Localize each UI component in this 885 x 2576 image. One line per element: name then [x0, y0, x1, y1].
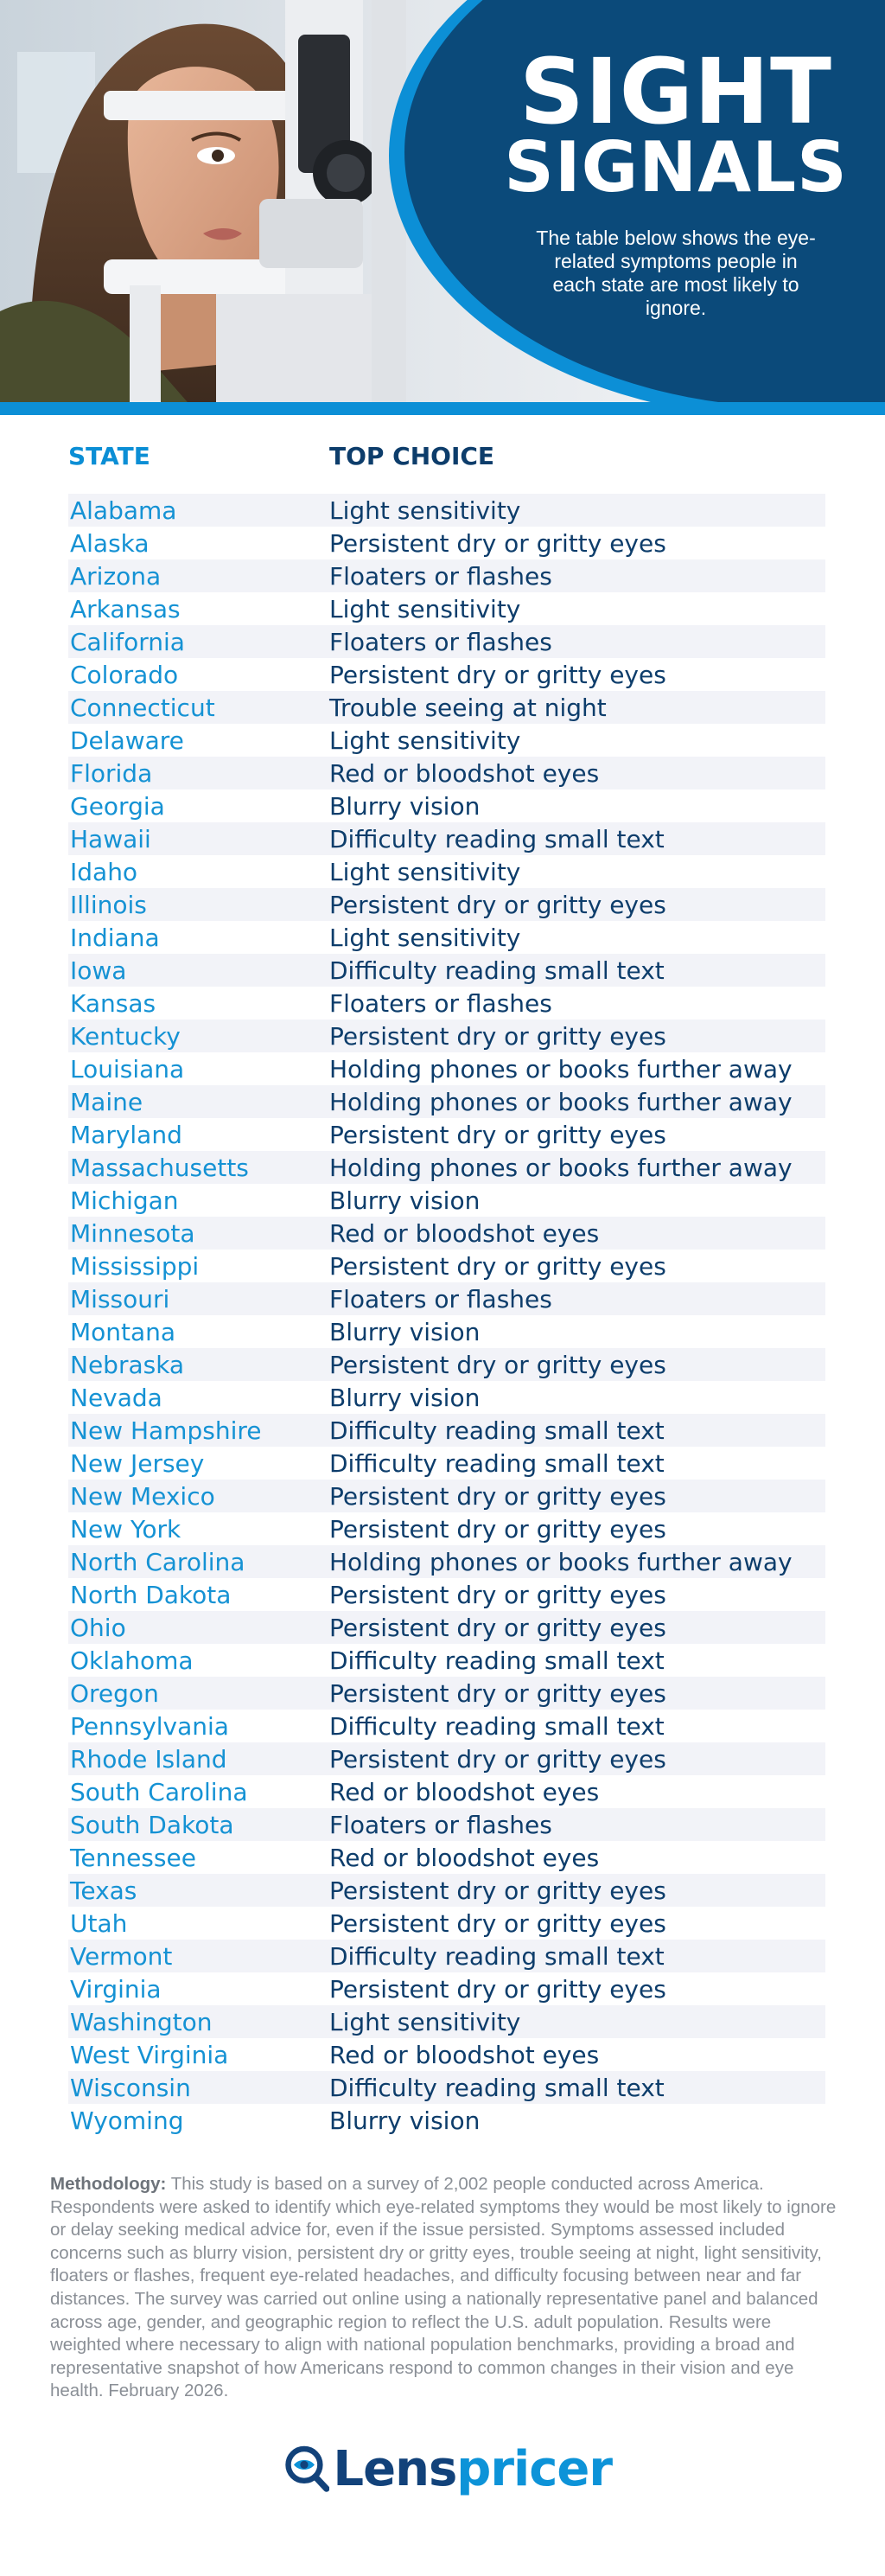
table-row	[68, 691, 825, 724]
title-line-1: SIGHT	[519, 39, 832, 144]
table-row	[68, 1677, 825, 1710]
top-choice-cell: Red or bloodshot eyes	[329, 1218, 600, 1248]
methodology-note	[50, 2173, 837, 2403]
table-row	[68, 1972, 825, 2005]
state-cell: Indiana	[70, 923, 160, 952]
state-cell: Wisconsin	[70, 2073, 191, 2102]
state-cell: Montana	[70, 1317, 176, 1346]
state-cell: Michigan	[70, 1186, 179, 1215]
top-choice-cell: Difficulty reading small text	[329, 824, 665, 853]
top-choice-cell: Persistent dry or gritty eyes	[329, 1974, 666, 2004]
top-choice-cell: Trouble seeing at night	[329, 693, 607, 722]
hero-accent-band	[0, 402, 885, 415]
state-cell: Kentucky	[70, 1021, 181, 1051]
table-row	[68, 1085, 825, 1118]
state-cell: Arizona	[70, 561, 162, 591]
table-row	[68, 987, 825, 1020]
hero-subtitle: The table below shows the eye-related symptoms people in each state are most likely to ignore.	[536, 227, 816, 319]
state-cell: Pennsylvania	[70, 1711, 229, 1741]
state-cell: New York	[70, 1514, 181, 1544]
top-choice-cell: Floaters or flashes	[329, 627, 552, 656]
state-cell: Louisiana	[70, 1054, 185, 1083]
table-row	[68, 757, 825, 789]
top-choice-cell: Persistent dry or gritty eyes	[329, 1876, 666, 1905]
state-cell: Missouri	[70, 1284, 170, 1314]
table-row	[68, 855, 825, 888]
table-row	[68, 592, 825, 625]
state-cell: Maine	[70, 1087, 143, 1116]
state-cell: Texas	[70, 1876, 137, 1905]
top-choice-cell: Persistent dry or gritty eyes	[329, 1613, 666, 1642]
table-row	[68, 1775, 825, 1808]
header-state: STATE	[68, 441, 150, 470]
top-choice-cell: Holding phones or books further away	[329, 1547, 793, 1576]
table-row	[68, 1710, 825, 1742]
table-row	[68, 559, 825, 592]
methodology-label: Methodology:	[50, 2174, 167, 2194]
top-choice-cell: Persistent dry or gritty eyes	[329, 890, 666, 919]
top-choice-cell: Persistent dry or gritty eyes	[329, 1514, 666, 1544]
state-cell: Arkansas	[70, 594, 181, 623]
table-row	[68, 1644, 825, 1677]
top-choice-cell: Floaters or flashes	[329, 1810, 552, 1839]
table-row	[68, 2071, 825, 2104]
state-cell: California	[70, 627, 185, 656]
state-cell: Alaska	[70, 528, 150, 558]
table-body	[68, 494, 825, 2137]
state-cell: New Mexico	[70, 1481, 215, 1511]
state-cell: Alabama	[70, 495, 177, 525]
state-cell: Mississippi	[70, 1251, 200, 1281]
table-row	[68, 1348, 825, 1381]
top-choice-cell: Difficulty reading small text	[329, 1416, 665, 1445]
state-cell: Nevada	[70, 1383, 162, 1412]
state-cell: Oklahoma	[70, 1646, 194, 1675]
table-row	[68, 1940, 825, 1972]
top-choice-cell: Persistent dry or gritty eyes	[329, 1908, 666, 1938]
top-choice-cell: Light sensitivity	[329, 923, 521, 952]
top-choice-cell: Blurry vision	[329, 1383, 481, 1412]
title-line-2: SIGNALS	[504, 127, 848, 208]
logo-part-pricer: pricer	[456, 2440, 612, 2497]
table-row	[68, 1151, 825, 1184]
state-cell: Tennessee	[70, 1843, 196, 1872]
state-cell: Utah	[70, 1908, 128, 1938]
state-symptom-table	[68, 435, 825, 2137]
state-cell: South Carolina	[70, 1777, 248, 1806]
top-choice-cell: Persistent dry or gritty eyes	[329, 1481, 666, 1511]
table-row	[68, 1578, 825, 1611]
state-cell: Connecticut	[70, 693, 215, 722]
state-cell: Georgia	[70, 791, 165, 821]
table-row	[68, 1020, 825, 1052]
top-choice-cell: Light sensitivity	[329, 725, 521, 755]
top-choice-cell: Light sensitivity	[329, 857, 521, 886]
top-choice-cell: Persistent dry or gritty eyes	[329, 1251, 666, 1281]
top-choice-cell: Holding phones or books further away	[329, 1087, 793, 1116]
top-choice-cell: Light sensitivity	[329, 594, 521, 623]
state-cell: Kansas	[70, 988, 156, 1018]
table-row	[68, 1184, 825, 1217]
top-choice-cell: Blurry vision	[329, 791, 481, 821]
table-row	[68, 1611, 825, 1644]
state-cell: Virginia	[70, 1974, 162, 2004]
top-choice-cell: Difficulty reading small text	[329, 1941, 665, 1971]
top-choice-cell: Red or bloodshot eyes	[329, 1777, 600, 1806]
table-row	[68, 1052, 825, 1085]
table-row	[68, 625, 825, 658]
state-cell: Idaho	[70, 857, 138, 886]
table-row	[68, 1381, 825, 1414]
table-row	[68, 1282, 825, 1315]
table-row	[68, 954, 825, 987]
top-choice-cell: Persistent dry or gritty eyes	[329, 1350, 666, 1379]
top-choice-cell: Difficulty reading small text	[329, 1711, 665, 1741]
state-cell: Minnesota	[70, 1218, 195, 1248]
top-choice-cell: Difficulty reading small text	[329, 1448, 665, 1478]
top-choice-cell: Difficulty reading small text	[329, 1646, 665, 1675]
state-cell: Colorado	[70, 660, 179, 689]
table-row	[68, 1414, 825, 1447]
state-cell: Oregon	[70, 1678, 159, 1708]
table-row	[68, 1512, 825, 1545]
table-row	[68, 921, 825, 954]
top-choice-cell: Persistent dry or gritty eyes	[329, 1580, 666, 1609]
top-choice-cell: Persistent dry or gritty eyes	[329, 1744, 666, 1774]
table-row	[68, 789, 825, 822]
state-cell: North Dakota	[70, 1580, 232, 1609]
table-row	[68, 724, 825, 757]
magnifier-eye-icon	[283, 2442, 329, 2496]
table-row	[68, 1250, 825, 1282]
methodology-text: This study is based on a survey of 2,002 people conducted across America. Respondents were asked to identify which eye-related symptoms they would be most likely to ignore or delay seeking medical advice for, even if the issue persisted. Symptoms assessed included concerns such as blurry vision, persistent dry or gritty eyes, trouble seeing at night, light sensitivity, floaters or flashes, frequent eye-related headaches, and difficulty focusing between near and far distances. The survey was carried out online using a nationally representative panel and balanced across age, gender, and geographic region to reflect the U.S. adult population. Results were weighted where necessary to align with national population benchmarks, providing a broad and representative snapshot of how Americans respond to common changes in their vision and eye health. February 2026.	[50, 2174, 837, 2401]
state-cell: Wyoming	[70, 2106, 184, 2135]
table-header	[68, 435, 825, 476]
top-choice-cell: Floaters or flashes	[329, 988, 552, 1018]
hero-banner	[0, 0, 885, 415]
top-choice-cell: Blurry vision	[329, 1317, 481, 1346]
table-row	[68, 494, 825, 527]
table-row	[68, 1742, 825, 1775]
table-row	[68, 2104, 825, 2137]
table-row	[68, 1217, 825, 1250]
top-choice-cell: Holding phones or books further away	[329, 1153, 793, 1182]
table-row	[68, 1480, 825, 1512]
top-choice-cell: Persistent dry or gritty eyes	[329, 528, 666, 558]
state-cell: Illinois	[70, 890, 147, 919]
state-cell: West Virginia	[70, 2040, 229, 2069]
table-row	[68, 1315, 825, 1348]
state-cell: Ohio	[70, 1613, 126, 1642]
top-choice-cell: Light sensitivity	[329, 2007, 521, 2036]
state-cell: Maryland	[70, 1120, 182, 1149]
top-choice-cell: Persistent dry or gritty eyes	[329, 1120, 666, 1149]
lenspricer-logo[interactable]	[283, 2439, 612, 2499]
table-row	[68, 1907, 825, 1940]
top-choice-cell: Floaters or flashes	[329, 561, 552, 591]
top-choice-cell: Difficulty reading small text	[329, 2073, 665, 2102]
table-row	[68, 1118, 825, 1151]
table-row	[68, 527, 825, 559]
top-choice-cell: Blurry vision	[329, 2106, 481, 2135]
state-cell: New Jersey	[70, 1448, 205, 1478]
table-row	[68, 1545, 825, 1578]
top-choice-cell: Red or bloodshot eyes	[329, 2040, 600, 2069]
top-choice-cell: Holding phones or books further away	[329, 1054, 793, 1083]
top-choice-cell: Blurry vision	[329, 1186, 481, 1215]
state-cell: South Dakota	[70, 1810, 234, 1839]
state-cell: North Carolina	[70, 1547, 245, 1576]
table-row	[68, 2038, 825, 2071]
top-choice-cell: Persistent dry or gritty eyes	[329, 660, 666, 689]
top-choice-cell: Difficulty reading small text	[329, 956, 665, 985]
top-choice-cell: Red or bloodshot eyes	[329, 758, 600, 788]
top-choice-cell: Light sensitivity	[329, 495, 521, 525]
state-cell: Massachusetts	[70, 1153, 249, 1182]
table-row	[68, 2005, 825, 2038]
state-cell: Rhode Island	[70, 1744, 227, 1774]
state-cell: Hawaii	[70, 824, 151, 853]
state-cell: Iowa	[70, 956, 127, 985]
table-row	[68, 822, 825, 855]
top-choice-cell: Persistent dry or gritty eyes	[329, 1021, 666, 1051]
table-row	[68, 888, 825, 921]
state-cell: Vermont	[70, 1941, 173, 1971]
hero-title-block	[467, 39, 885, 320]
state-cell: New Hampshire	[70, 1416, 262, 1445]
state-cell: Nebraska	[70, 1350, 185, 1379]
logo-part-lens: Lens	[333, 2440, 457, 2497]
state-cell: Washington	[70, 2007, 213, 2036]
table-row	[68, 1874, 825, 1907]
state-cell: Delaware	[70, 725, 184, 755]
table-row	[68, 658, 825, 691]
table-row	[68, 1447, 825, 1480]
top-choice-cell: Red or bloodshot eyes	[329, 1843, 600, 1872]
logo-wordmark	[333, 2441, 612, 2497]
top-choice-cell: Floaters or flashes	[329, 1284, 552, 1314]
header-top-choice: TOP CHOICE	[329, 441, 495, 470]
table-row	[68, 1841, 825, 1874]
top-choice-cell: Persistent dry or gritty eyes	[329, 1678, 666, 1708]
state-cell: Florida	[70, 758, 153, 788]
table-row	[68, 1808, 825, 1841]
